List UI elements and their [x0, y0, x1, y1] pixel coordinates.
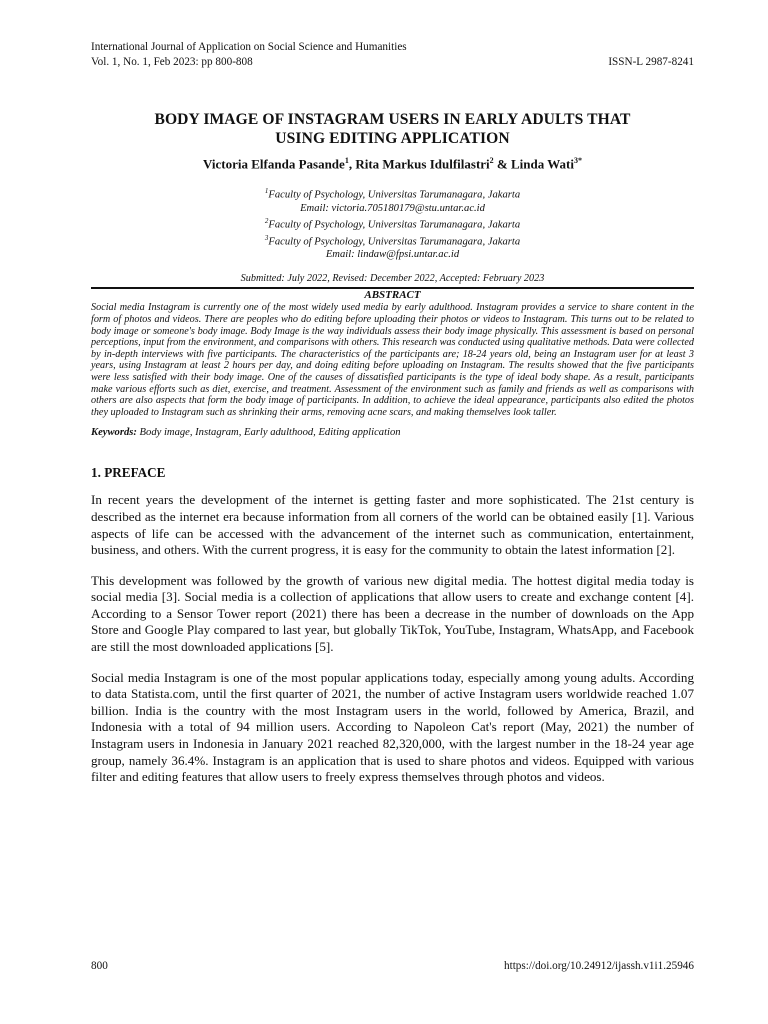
volume-info: Vol. 1, No. 1, Feb 2023: pp 800-808 — [91, 56, 253, 68]
issn: ISSN-L 2987-8241 — [608, 56, 694, 68]
email-line: Email: lindaw@fpsi.untar.ac.id — [325, 249, 460, 261]
author-1-sup: 1 — [344, 156, 349, 165]
keywords-text: Body image, Instagram, Early adulthood, Editing application — [136, 427, 401, 439]
doi-link[interactable]: https://doi.org/10.24912/ijassh.v1i1.25946 — [504, 960, 694, 972]
section-heading: 1. PREFACE — [91, 465, 166, 481]
author-2: Rita Markus Idulfilastri — [355, 156, 490, 172]
author-3: Linda Wati — [511, 156, 574, 172]
journal-header — [91, 40, 694, 55]
submission-dates: Submitted: July 2022, Revised: December 2022, Accepted: February 2023 — [240, 273, 545, 285]
affiliation-line: $^1$Faculty of Psychology, Universitas Tarumanagara, Jakarta — [264, 187, 521, 201]
author-2-sup: 2 — [489, 156, 494, 165]
page-number: 800 — [91, 960, 108, 972]
author-3-sup: 3* — [573, 156, 582, 165]
paper-page — [91, 40, 694, 786]
paragraph: This development was followed by the growth of various new digital media. The hottest digital media today is social media [3]. Social media is a collection of applications that allow users to create and exchange content [4]. According to a Sensor Tower report (2021) there has been a decrease in the number of downloads on the App Store and Google Play compared to last year, but globally TikTok, YouTube, Instagram, WhatsApp, and Facebook are still the most downloaded applications [5]. — [91, 572, 694, 655]
abstract-text: Social media Instagram is currently one of the most widely used media by early adulthood. Instagram provides a service to share content in the form of photos and videos. There are peoples who do editing before uploading their photos or videos to Instagram. This turns out to be related to body image or someone's body image. Body Image is the way individuals assess their body image physically. This assessment is based on personal perceptions, input from the environment, and comparisons with others. This research was conducted using qualitative methods. Data were collected by in-depth interviews with five participants. The characteristics of the participants are; 18-24 years old, being an Instagram user for at least 3 years, using Instagram at least 2 hours per day, and doing editing before uploading on Instagram. The results showed that the five participants were less satisfied with their body image. One of the causes of dissatisfied participants is the type of ideal body shape. As a result, participants make various efforts such as diet, exercise, and treatment. Assessment of the environment such as family and friends as well as comparisons with others are also aspects that form the body image of participants. In addition, to achieve the ideal appearance, participants also edited the photos they uploaded to Instagram such as shrinking their arms, removing acne scars, and making themselves look taller. — [91, 302, 694, 418]
journal-meta — [91, 55, 694, 70]
page-footer — [91, 960, 694, 972]
journal-name: International Journal of Application on Social Science and Humanities — [91, 41, 407, 53]
paragraph: Social media Instagram is one of the most popular applications today, especially among young adults. According to data Statista.com, until the first quarter of 2021, the number of active Instagram users worldwide reached 1.07 billion. India is the country with the most Instagram users in the world, followed by America, Brazil, and Indonesia with a total of 94 million users. According to Napoleon Cat's report (May, 2021) the number of Instagram users in Indonesia in January 2021 reached 82,320,000, with the largest number in the 18-24 year age group, namely 36.4%. Instagram is an application that is used to share photos and videos. Equipped with various filter and editing features that allow users to freely express themselves through photos and videos. — [91, 669, 694, 785]
affiliation-line: $^3$Faculty of Psychology, Universitas Tarumanagara, Jakarta — [264, 233, 521, 248]
title-line-1: BODY IMAGE OF INSTAGRAM USERS IN EARLY ADULTS THAT — [154, 111, 631, 128]
email-line: Email: victoria.705180179@stu.untar.ac.id — [300, 202, 485, 214]
keywords-label: Keywords: — [91, 427, 137, 439]
affiliation-line: $^2$Faculty of Psychology, Universitas Tarumanagara, Jakarta — [264, 217, 521, 231]
paragraph: In recent years the development of the internet is getting faster and more sophisticated. The 21st century is described as the internet era because information from all corners of the world can be obtained easily [1]. Various aspects of life can be accessed with the advancement of the internet such as communication, entertainment, business, and others. With the current progress, it is easy for the community to obtain the latest information [2]. — [91, 492, 694, 558]
author-1: Victoria Elfanda Pasande — [203, 156, 345, 172]
author-sep-1: , — [348, 156, 356, 172]
paper-title — [91, 110, 694, 148]
author-list — [91, 152, 694, 173]
author-sep-2: & — [493, 156, 511, 172]
keywords — [91, 426, 694, 439]
title-line-2: USING EDITING APPLICATION — [275, 130, 510, 147]
abstract-heading: ABSTRACT — [364, 289, 421, 302]
affiliations — [91, 185, 694, 261]
